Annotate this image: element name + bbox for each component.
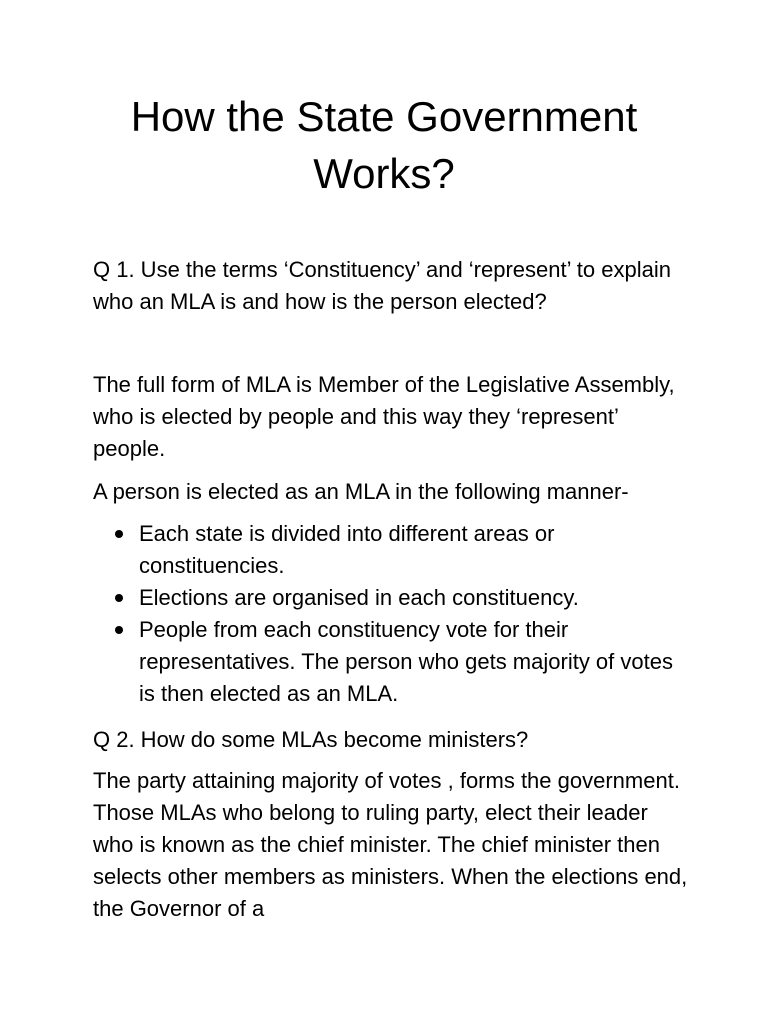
question-2: Q 2. How do some MLAs become ministers? bbox=[93, 727, 529, 752]
question-1: Q 1. Use the terms ‘Constituency’ and ‘represent’ to explain who an MLA is and how is the person elected? bbox=[93, 257, 671, 314]
page-title bbox=[60, 88, 708, 202]
bullet-text: Elections are organised in each constituency. bbox=[139, 585, 579, 610]
bullet-item bbox=[93, 582, 693, 614]
bullet-dot-icon bbox=[115, 594, 123, 602]
bullet-dot-icon bbox=[115, 530, 123, 538]
answer-1-paragraph-1: The full form of MLA is Member of the Legislative Assembly, who is elected by people and this way they ‘represent’ people. bbox=[93, 372, 675, 461]
bullet-item bbox=[93, 614, 693, 710]
bullet-list bbox=[93, 518, 693, 710]
answer-2-paragraph-1: The party attaining majority of votes , forms the government. Those MLAs who belong to ruling party, elect their leader who is known as the chief minister. The chief minister then selects other members as ministers. When the elections end, the Governor of a bbox=[93, 768, 688, 921]
bullet-text: People from each constituency vote for their representatives. The person who gets majority of votes is then elected as an MLA. bbox=[139, 617, 673, 706]
answer-1-paragraph-2: A person is elected as an MLA in the following manner- bbox=[93, 479, 629, 504]
page-title-line-1: How the State Government bbox=[130, 93, 638, 140]
bullet-item bbox=[93, 518, 693, 582]
bullet-text: Each state is divided into different areas or constituencies. bbox=[139, 521, 555, 578]
bullet-dot-icon bbox=[115, 626, 123, 634]
page-title-line-2: Works? bbox=[313, 150, 455, 197]
